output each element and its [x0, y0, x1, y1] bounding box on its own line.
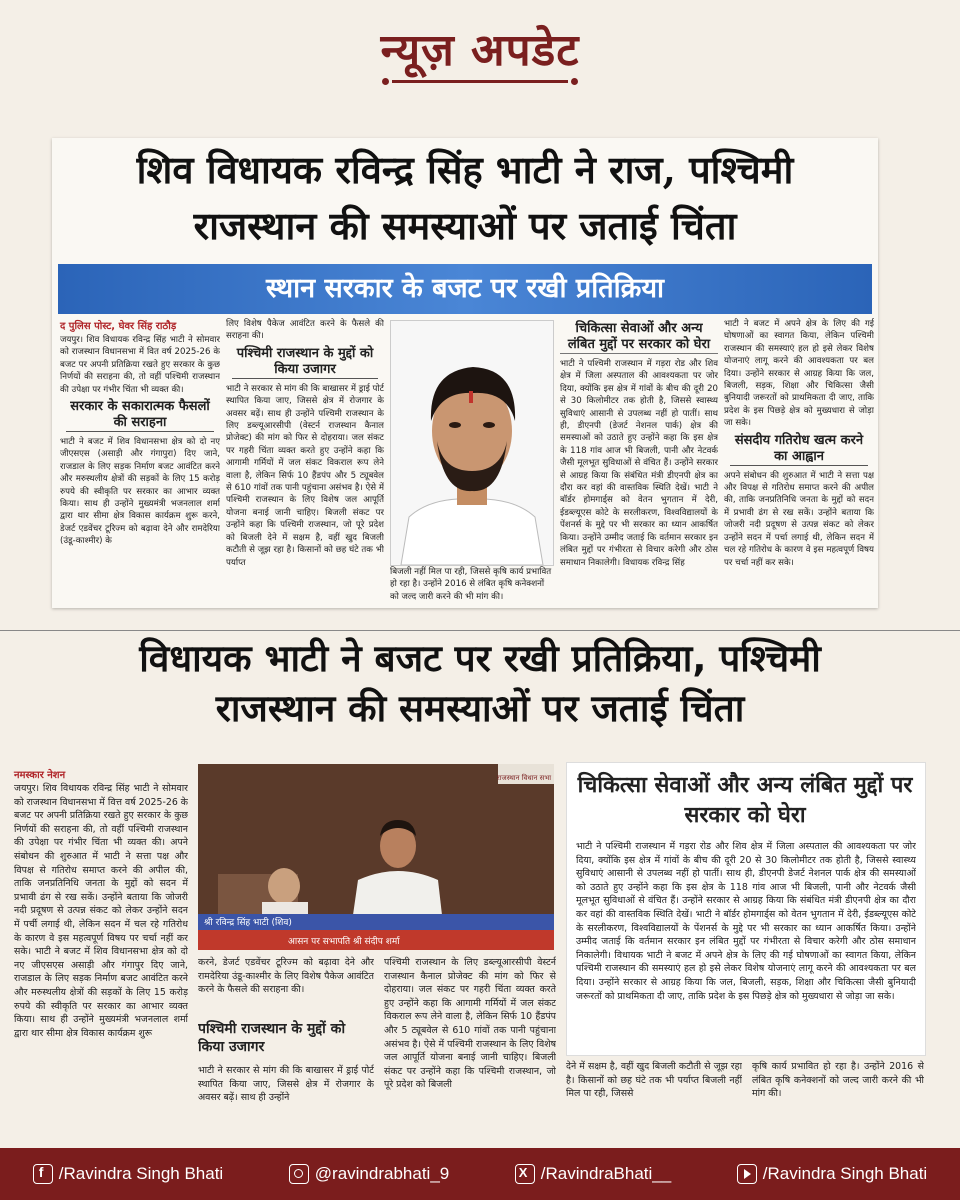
- youtube-link[interactable]: [737, 1164, 927, 1184]
- clip1-col2-body: भाटी ने सरकार से मांग की कि बाखासर में ड्राई पोर्ट स्थापित किया जाए, जिससे क्षेत्र में रोजगार के अवसर बढ़ें। साथ ही उन्होंने पश्चिमी राजस्थान के लिए डब्ल्यूआरसीपी (वेस्टर्न राजस्थान कैनाल प्रोजेक्ट) की मांग को फिर से दोहराया। जल संकट पर गहरी चिंता व्यक्त करते हुए उन्होंने कहा कि आगामी गर्मियों में जल संकट विकराल रूप लेने वाला है, लेकिन सिर्फ 10 हैंडपंप और 5 ट्यूबवेल से 610 गांवों तक पानी पहुंचाना असंभव है। ऐसे में पश्चिमी राजस्थान के लिए विशेष जल आपूर्ति योजना बनाई जानी चाहिए। बिजली संकट पर उन्होंने कहा कि पश्चिमी राजस्थान, जो पूरे प्रदेश को बिजली देने में सक्षम है, वहीं खुद बिजली कटौती से जूझ रहा है। किसानों को छह घंटे तक भी पर्याप्त: [226, 383, 384, 568]
- youtube-icon: [737, 1164, 757, 1184]
- clip2-box-title: चिकित्सा सेवाओं और अन्य लंबित मुद्दों पर सरकार को घेरा: [577, 772, 913, 828]
- facebook-handle: /Ravindra Singh Bhati: [58, 1164, 224, 1183]
- clip1-col2-subhead: पश्चिमी राजस्थान के मुद्दों को किया उजागर: [232, 346, 378, 379]
- x-icon: [515, 1164, 535, 1184]
- clip1-subheadline: स्थान सरकार के बजट पर रखी प्रतिक्रिया: [58, 264, 872, 314]
- clip1-headline-line1: शिव विधायक रविन्द्र सिंह भाटी ने राज, पश्चिमी: [136, 147, 794, 192]
- clip1-col1-intro: जयपुर। शिव विधायक रविन्द्र सिंह भाटी ने सोमवार को राजस्थान विधानसभा में वित वर्ष 2025-26 के बजट पर अपनी प्रतिक्रिया रखते हुए सरकार के कुछ निर्णयों की सराहना की, तो वहीं पश्चिमी राजस्थान की उपेक्षा पर गंभीर चिंता भी व्यक्त की।: [60, 335, 220, 395]
- clip1-col1-body: भाटी ने बजट में शिव विधानसभा क्षेत्र को दो नए जीएसएस (असाड़ी और गंगापुरा) दिए जाने, राजडाल के लिए सड़क निर्माण बजट आवंटित करने और मरुस्थलीय क्षेत्रों की सड़कों के लिए 15 करोड़ रुपये की स्वीकृति पर सरकार का आभार व्यक्त किया। साथ ही उन्होंने मुख्यमंत्री भजनलाल शर्मा द्वारा थार सीमा क्षेत्र विकास कार्यक्रम शुरू करने, डेजर्ट एडवेंचर टूरिज्म को बढ़ावा देने और रामदेरिया (उंडू-काश्मीर) के: [60, 437, 220, 547]
- x-handle: /RavindraBhati__: [540, 1164, 672, 1183]
- clip2-column-5: देने में सक्षम है, वहीं खुद बिजली कटौती से जूझ रहा है। किसानों को छह घंटे तक भी पर्याप्त बिजली नहीं मिल पा रही, जिससे: [566, 1061, 742, 1100]
- clip1-column-4: [724, 318, 874, 604]
- divider: [0, 630, 960, 631]
- newspaper-clipping-1: [52, 138, 878, 608]
- clip1-col2-top: लिए विशेष पैकेज आवंटित करने के फैसले की सराहना की।: [226, 319, 384, 342]
- photo-chair-ticker: आसन पर सभापति श्री संदीप शर्मा: [288, 937, 400, 947]
- facebook-icon: [33, 1164, 53, 1184]
- clip2-headline-line1: विधायक भाटी ने बजट पर रखी प्रतिक्रिया, पश्चिमी: [139, 637, 821, 680]
- assembly-logo: राजस्थान विधान सभा: [496, 774, 552, 782]
- clip2-column-2-body: भाटी ने सरकार से मांग की कि बाखासर में ड्राई पोर्ट स्थापित किया जाए, जिससे क्षेत्र में रोजगार के अवसर बढ़ें। साथ ही उन्होंने: [198, 1065, 374, 1104]
- facebook-link[interactable]: [33, 1164, 223, 1184]
- clip2-column-3: पश्चिमी राजस्थान के लिए डब्ल्यूआरसीपी वेस्टर्न राजस्थान कैनाल प्रोजेक्ट की मांग को फिर से दोहराया। जल संकट पर गहरी चिंता व्यक्त करते हुए उन्होंने कहा कि आगामी गर्मियों में जल संकट विकराल रूप लेने वाला है, लेकिन सिर्फ 10 हैंडपंप और 5 ट्यूबवेल से 610 गांवों तक पानी पहुंचाना असंभव है। ऐसे में पश्चिमी राजस्थान के लिए विशेष जल आपूर्ति योजना बनाई जानी चाहिए। बिजली संकट पर उन्होंने कहा कि पश्चिमी राजस्थान, जो पूरे प्रदेश को बिजली: [384, 957, 556, 1091]
- clip1-col4-body: अपने संबोधन की शुरुआत में भाटी ने सत्ता पक्ष और विपक्ष से गतिरोध समाप्त करने की अपील की, ताकि जनप्रतिनिधि जनता के मुद्दों को सदन में प्रभावी ढंग से रख सकें। उन्होंने बताया कि जोजरी नदी प्रदूषण से उत्पन्न संकट को लेकर उन्होंने सदन में पर्चा लगाई थी, लेकिन सदन में चल रहे गतिरोध के कारण वे इस महत्वपूर्ण विषय पर चर्चा नहीं कर सके।: [724, 470, 874, 568]
- clip1-column-2: [226, 318, 384, 604]
- page-title: न्यूज़ अपडेट: [380, 25, 580, 76]
- clip1-col4-top: भाटी ने बजट में अपने क्षेत्र के लिए की गई घोषणाओं का स्वागत किया, लेकिन पश्चिमी राजस्थान की समस्याएं हल हो इसे लेकर विशेष योजनाएं लागू करने की आवश्यकता पर बल दिया। उन्होंने सरकार से आग्रह किया कि जल, बिजली, सड़क, शिक्षा और चिकित्सा जैसी बुनियादी जरूरतों को प्राथमिकता दी जाए, ताकि प्रदेश के इस पिछड़े क्षेत्र को मुख्यधारा से जोड़ा जा सके।: [724, 319, 874, 429]
- clip2-headline-line2: राजस्थान की समस्याओं पर जताई चिंता: [215, 687, 745, 730]
- clip2-byline: नमस्कार नेशन: [14, 770, 66, 781]
- clip1-column-3: [560, 318, 718, 604]
- clip2-column-1: जयपुर। शिव विधायक रविन्द्र सिंह भाटी ने सोमवार को राजस्थान विधानसभा में वित्त वर्ष 2025-26 के बजट पर अपनी प्रतिक्रिया रखते हुए सरकार के कुछ निर्णयों की सराहना की, तो वहीं पश्चिमी राजस्थान की उपेक्षा पर गंभीर चिंता भी व्यक्त की। अपने संबोधन की शुरुआत में भाटी ने सत्ता पक्ष और विपक्ष से गतिरोध समाप्त करने की अपील की, ताकि जनप्रतिनिधि जनता के मुद्दों को सदन में प्रभावी ढंग से रख सकें। उन्होंने बताया कि जोजरी नदी प्रदूषण से उत्पन्न संकट को लेकर उन्होंने सदन में पर्ची लगाई थी, लेकिन सदन में चल रहे गतिरोध के कारण वे इस महत्वपूर्ण विषय पर चर्चा नहीं कर सके। भाटी ने बजट में शिव विधानसभा क्षेत्र को दो नए जीएसएस असाड़ी और गंगापुर दिए जाने, राजडाल के लिए सड़क निर्माण बजट आवंटित करने और मरुस्थलीय क्षेत्रों की सड़कों के लिए 15 करोड़ रुपये की स्वीकृति पर सरकार का आभार व्यक्त किया। साथ ही उन्होंने मुख्यमंत्री भजनलाल शर्मा द्वारा थार सीमा क्षेत्र विकास कार्यक्रम शुरू: [14, 783, 188, 1039]
- clip1-col3-subhead: चिकित्सा सेवाओं और अन्य लंबित मुद्दों पर सरकार को घेरा: [560, 321, 718, 354]
- clip1-col3-body: भाटी ने पश्चिमी राजस्थान में गड़रा रोड और शिव क्षेत्र में जिला अस्पताल की आवश्यकता पर जोर दिया, क्योंकि इस क्षेत्र में गांवों के बीच की दूरी 20 से 30 किलोमीटर तक होती है, जिससे स्वास्थ्य सुविधाएं आसानी से उपलब्ध नहीं हो पातीं। साथ ही, डीएनपी (डेजर्ट नेशनल पार्क) क्षेत्र की समस्याओं को उठाते हुए उन्होंने कहा कि इस क्षेत्र के 118 गांव आज भी बिजली, पानी और नेटवर्क जैसी मूलभूत सुविधाओं से वंचित हैं। उन्होंने सरकार से आग्रह किया कि संबंधित मंत्री डीएनपी क्षेत्र का दौरा कर वहां की वास्तविक स्थिति देखें। भाटी ने बॉर्डर होमगार्ड्स को वेतन भुगतान में देरी, ईडब्ल्यूएस कोटे के सरलीकरण, विश्वविद्यालयों के पेंशनर्स के मुद्दे पर भी सरकार का ध्यान आकर्षित किया। उन्होंने उम्मीद जताई कि वर्तमान सरकार इन लंबित मुद्दों पर गंभीरता से विचार करेगी और ठोस समाधान निकालेगी। विधायक रविन्द्र सिंह: [560, 359, 718, 568]
- clip1-column-1: [60, 334, 220, 604]
- clip1-col4-subhead: संसदीय गतिरोध खत्म करने का आह्वान: [730, 433, 868, 466]
- social-footer: [0, 1148, 960, 1200]
- x-link[interactable]: [515, 1164, 671, 1184]
- clip1-byline: द पुलिस पोस्ट, घेवर सिंह राठौड़: [60, 321, 177, 332]
- clip2-column-6: कृषि कार्य प्रभावित हो रहा है। उन्होंने 2016 से लंबित कृषि कनेक्शनों को जल्द जारी करने की भी मांग की।: [752, 1061, 924, 1100]
- clip1-headline-line2: राजस्थान की समस्याओं पर जताई चिंता: [193, 203, 737, 248]
- title-underline: [392, 80, 568, 83]
- instagram-link[interactable]: [289, 1164, 449, 1184]
- instagram-handle: @ravindrabhati_9: [314, 1164, 450, 1183]
- clip1-col1-subhead: सरकार के सकारात्मक फैसलों की सराहना: [66, 399, 214, 432]
- clip2-headline: [0, 634, 960, 734]
- youtube-handle: /Ravindra Singh Bhati: [762, 1164, 928, 1183]
- clip2-column-2-subhead: पश्चिमी राजस्थान के मुद्दों को किया उजागर: [198, 1021, 346, 1055]
- clip2-box-body: भाटी ने पश्चिमी राजस्थान में गड़रा रोड और शिव क्षेत्र में जिला अस्पताल की आवश्यकता पर जोर दिया, क्योंकि इस क्षेत्र में गांवों के बीच की दूरी 20 से 30 किलोमीटर तक होती है, जिससे स्वास्थ्य सुविधाएं आसानी से उपलब्ध नहीं हो पातीं। साथ ही, डीएनपी डेजर्ट नेशनल पार्क क्षेत्र की समस्याओं को उठाते हुए उन्होंने कहा कि इस क्षेत्र के 118 गांव आज भी बिजली, पानी और नेटवर्क जैसी मूलभूत सुविधाओं से वंचित हैं। उन्होंने सरकार से आग्रह किया कि संबंधित मंत्री डीएनपी क्षेत्र का दौरा कर वहां की वास्तविक स्थिति देखें। भाटी ने बॉर्डर होमगार्ड्स को वेतन भुगतान में देरी, ईडब्ल्यूएस कोटे के सरलीकरण, विश्वविद्यालयों के पेंशनर्स के मुद्दे पर भी सरकार का ध्यान आकर्षित किया। उन्होंने उम्मीद जताई कि वर्तमान सरकार इन लंबित मुद्दों पर गंभीरता से विचार करेगी और ठोस समाधान निकालेगी। विधायक भाटी ने बजट में अपने क्षेत्र के लिए की गई घोषणाओं का स्वागत किया, लेकिन पश्चिमी राजस्थान की समस्याएं हल हो इसे लेकर विशेष योजनाएं लागू करने की आवश्यकता पर बल दिया। उन्होंने सरकार से आग्रह किया कि जल, बिजली, सड़क, शिक्षा और चिकित्सा जैसी बुनियादी जरूरतों को प्राथमिकता दी जाए, ताकि प्रदेश के इस पिछड़े क्षेत्र को मुख्यधारा से जोड़ा जा सके।: [576, 841, 916, 1002]
- clip2-column-2-top: करने, डेजर्ट एडवेंचर टूरिज्म को बढ़ावा देने और रामदेरिया उंडू-काश्मीर के लिए विशेष पैकेज आवंटित करने के फैसले की सराहना की।: [198, 957, 374, 996]
- assembly-speech-photo: [198, 764, 554, 950]
- clip1-photo-caption: बिजली नहीं मिल पा रही, जिससे कृषि कार्य प्रभावित हो रहा है। उन्होंने 2016 से लंबित कृषि कनेक्शनों को जल्द जारी करने की भी मांग की।: [390, 567, 552, 602]
- instagram-icon: [289, 1164, 309, 1184]
- mla-portrait-photo: [390, 320, 554, 566]
- photo-name-ticker: श्री रविन्द्र सिंह भाटी (शिव): [204, 918, 292, 928]
